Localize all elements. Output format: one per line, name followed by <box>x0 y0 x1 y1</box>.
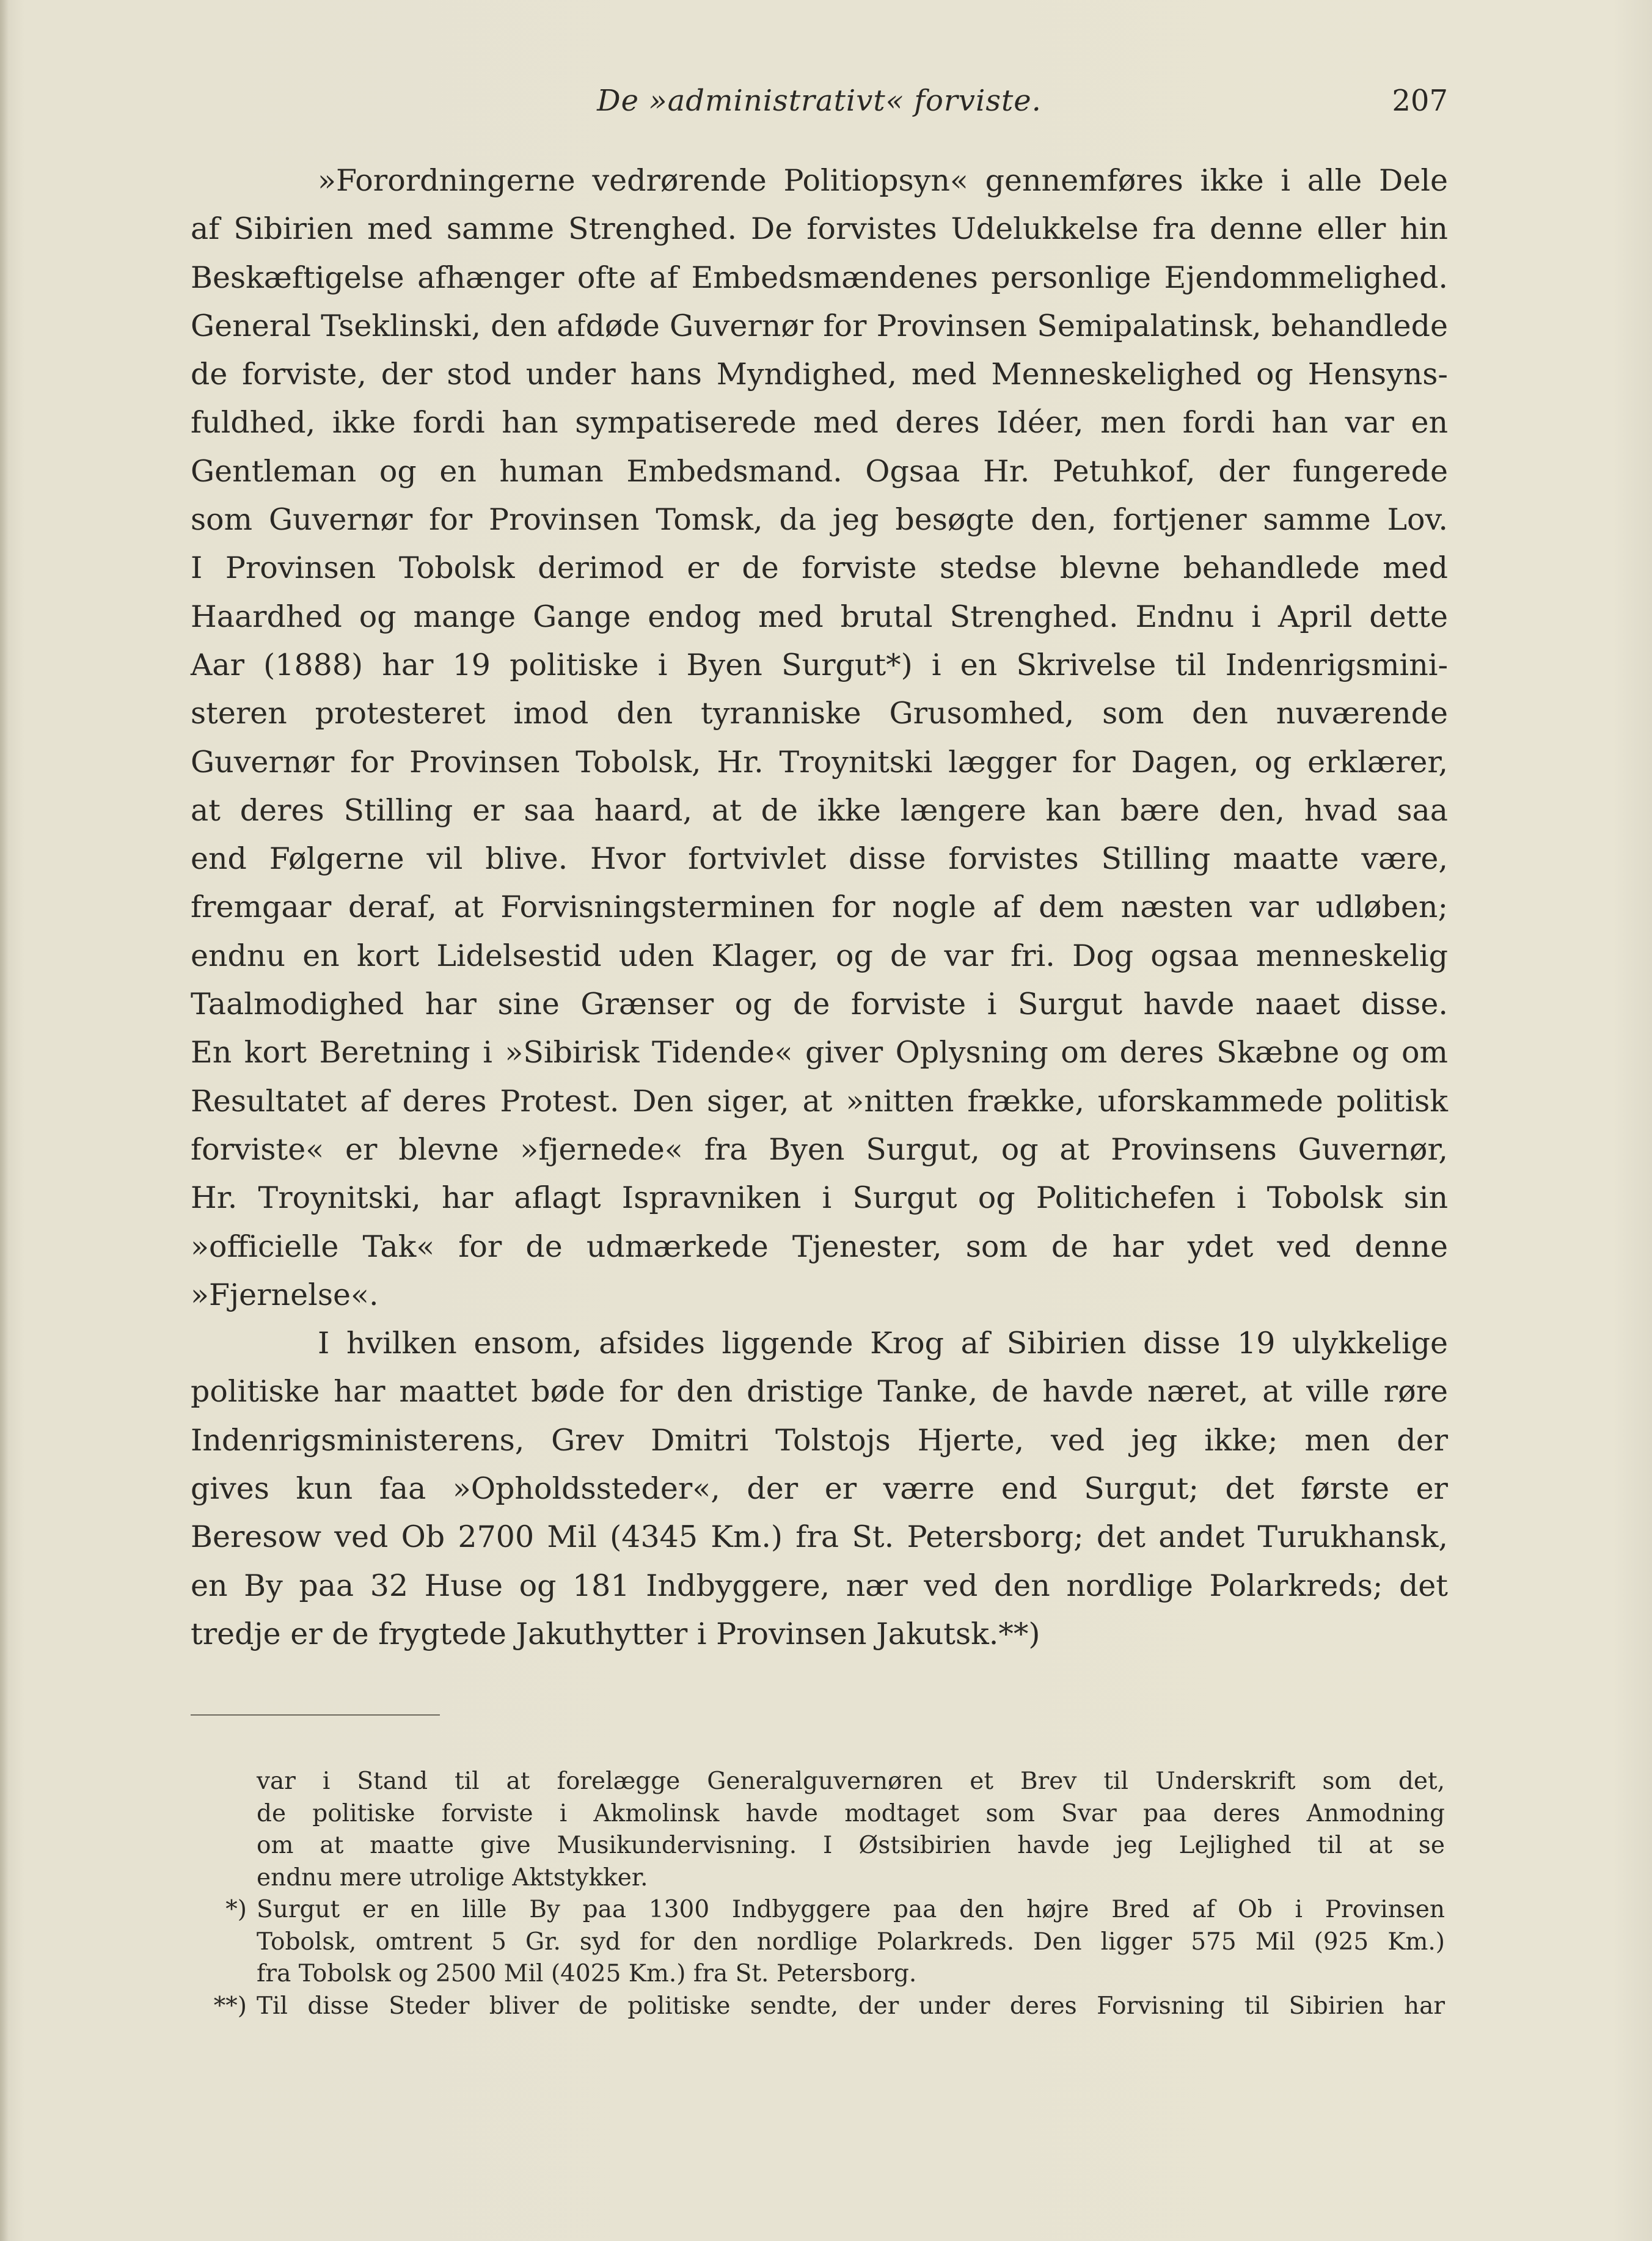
footnote-2-line <box>213 1991 1445 2023</box>
text-line: I hvilken ensom, afsides liggende Krog af Sibirien disse 19 ulykkelige <box>318 1326 1448 1361</box>
text-line: fremgaar deraf, at Forvisningsterminen for nogle af dem næsten var udløben; <box>191 890 1448 925</box>
footnote-1-marker: *) <box>225 1896 247 1923</box>
text-line: end Følgerne vil blive. Hvor fortvivlet disse forvistes Stilling maatte være, <box>191 841 1448 877</box>
page-header <box>191 79 1448 122</box>
text-line: »Fjernelse«. <box>191 1277 379 1312</box>
running-title: De »administrativt« forviste. <box>597 84 1042 118</box>
text-line: at deres Stilling er saa haard, at de ikke længere kan bære den, hvad saa <box>191 792 1448 828</box>
text-line: politiske har maattet bøde for den dristige Tanke, de havde næret, at ville røre <box>191 1374 1448 1409</box>
footnote-line: Tobolsk, omtrent 5 Gr. syd for den nordlige Polarkreds. Den ligger 575 Mil (925 Km.) <box>257 1928 1445 1956</box>
text-line: Beskæftigelse afhænger ofte af Embedsmændenes personlige Ejendommelighed. <box>191 260 1448 295</box>
text-line: I Provinsen Tobolsk derimod er de forviste stedse blevne behandlede med <box>191 550 1448 586</box>
text-line: Beresow ved Ob 2700 Mil (4345 Km.) fra St. Petersborg; det andet Turukhansk, <box>191 1519 1448 1555</box>
text-line: Resultatet af deres Protest. Den siger, at »nitten frække, uforskammede politisk <box>191 1083 1448 1119</box>
footnotes <box>213 1766 1445 2022</box>
text-line: tredje er de frygtede Jakuthytter i Provinsen Jakutsk.**) <box>191 1616 1040 1651</box>
text-line: fuldhed, ikke fordi han sympatiserede med deres Idéer, men fordi han var en <box>191 405 1448 441</box>
text-line: en By paa 32 Huse og 181 Indbyggere, nær ved den nordlige Polarkreds; det <box>191 1568 1448 1603</box>
page-number: 207 <box>1392 84 1448 118</box>
text-line: de forviste, der stod under hans Myndighed, med Menneskelighed og Hensyns- <box>191 357 1448 392</box>
text-line: af Sibirien med samme Strenghed. De forvistes Udelukkelse fra denne eller hin <box>191 211 1448 247</box>
text-line: General Tseklinski, den afdøde Guvernør for Provinsen Semipalatinsk, behandlede <box>191 308 1448 343</box>
text-line: »officielle Tak« for de udmærkede Tjenester, som de har ydet ved denne <box>191 1229 1448 1264</box>
text-line: Guvernør for Provinsen Tobolsk, Hr. Troynitski lægger for Dagen, og erklærer, <box>191 744 1448 780</box>
text-line: Hr. Troynitski, har aflagt Ispravniken i Surgut og Politichefen i Tobolsk sin <box>191 1180 1448 1216</box>
text-line: Taalmodighed har sine Grænser og de forviste i Surgut havde naaet disse. <box>191 987 1448 1022</box>
text-line: steren protesteret imod den tyranniske Grusomhed, som den nuværende <box>191 696 1448 731</box>
main-text <box>191 156 1448 1658</box>
text-line: Haardhed og mange Gange endog med brutal Strenghed. Endnu i April dette <box>191 599 1448 634</box>
text-line: som Guvernør for Provinsen Tomsk, da jeg besøgte den, fortjener samme Lov. <box>191 502 1448 538</box>
text-line: Aar (1888) har 19 politiske i Byen Surgut*) i en Skrivelse til Indenrigsmini- <box>191 647 1448 682</box>
footnote-line: de politiske forviste i Akmolinsk havde modtaget som Svar paa deres Anmodning <box>257 1799 1445 1827</box>
footnote-separator-rule <box>191 1714 440 1716</box>
text-line: gives kun faa »Opholdssteder«, der er værre end Surgut; det første er <box>191 1471 1448 1507</box>
footnote-line: fra Tobolsk og 2500 Mil (4025 Km.) fra St. Petersborg. <box>257 1960 917 1987</box>
footnote-2-text: Til disse Steder bliver de politiske sendte, der under deres Forvisning til Sibirien har <box>257 1992 1445 2020</box>
page-edge-shadow <box>0 0 9 2241</box>
footnote-1-text: Surgut er en lille By paa 1300 Indbyggere paa den højre Bred af Ob i Provinsen <box>257 1896 1445 1923</box>
footnote-line: var i Stand til at forelægge Generalguvernøren et Brev til Underskrift som det, <box>257 1768 1445 1795</box>
footnote-2-marker: **) <box>213 1992 247 2020</box>
footnote-1-line <box>225 1894 1445 1926</box>
text-line: forviste« er blevne »fjernede« fra Byen Surgut, og at Provinsens Guvernør, <box>191 1131 1448 1167</box>
text-line: »Forordningerne vedrørende Politiopsyn« gennemføres ikke i alle Dele <box>318 163 1448 198</box>
footnote-line: om at maatte give Musikundervisning. I Østsibirien havde jeg Lejlighed til at se <box>257 1832 1445 1859</box>
footnote-line: endnu mere utrolige Aktstykker. <box>257 1863 648 1892</box>
text-line: Indenrigsministerens, Grev Dmitri Tolstojs Hjerte, ved jeg ikke; men der <box>191 1422 1448 1458</box>
text-line: endnu en kort Lidelsestid uden Klager, og de var fri. Dog ogsaa menneskelig <box>191 938 1448 973</box>
text-line: Gentleman og en human Embedsmand. Ogsaa Hr. Petuhkof, der fungerede <box>191 453 1448 489</box>
text-line: En kort Beretning i »Sibirisk Tidende« giver Oplysning om deres Skæbne og om <box>191 1035 1448 1070</box>
